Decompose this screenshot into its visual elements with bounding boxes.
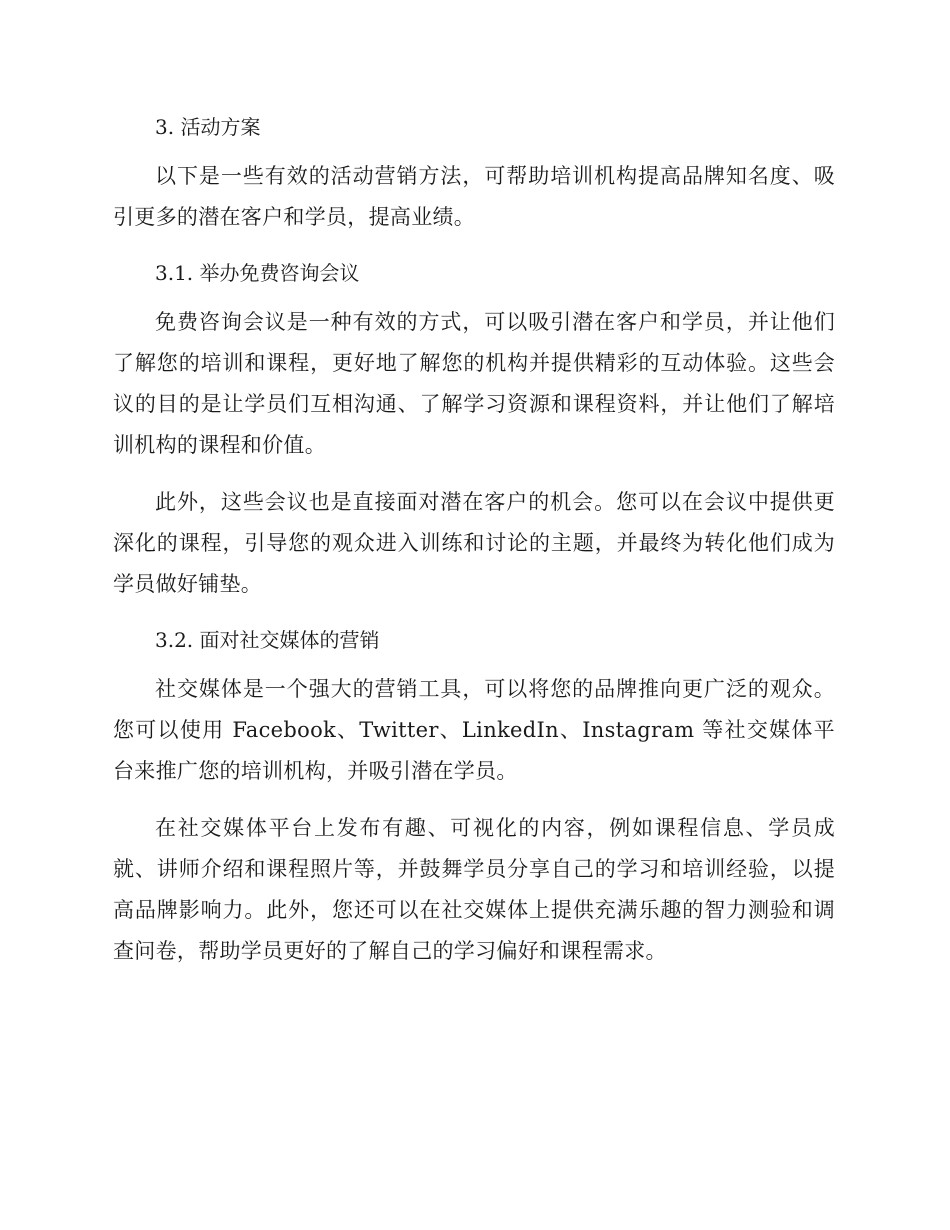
subsection-heading-social-media: 3.2. 面对社交媒体的营销 bbox=[155, 628, 380, 652]
section-intro-paragraph: 以下是一些有效的活动营销方法，可帮助培训机构提高品牌知名度、吸引更多的潜在客户和学员，提高业绩。 bbox=[113, 164, 835, 229]
section-heading: 3. 活动方案 bbox=[155, 115, 261, 139]
document-content bbox=[113, 108, 835, 988]
paragraph-free-consultation-1: 免费咨询会议是一种有效的方式，可以吸引潜在客户和学员，并让他们了解您的培训和课程，更好地了解您的机构并提供精彩的互动体验。这些会议的目的是让学员们互相沟通、了解学习资源和课程资料，并让他们了解培训机构的课程和价值。 bbox=[113, 310, 835, 457]
paragraph-social-media-1: 社交媒体是一个强大的营销工具，可以将您的品牌推向更广泛的观众。您可以使用 Facebook、Twitter、LinkedIn、Instagram 等社交媒体平台来推广您的培训机构，并吸引潜在学员。 bbox=[113, 677, 835, 783]
paragraph-free-consultation-2: 此外，这些会议也是直接面对潜在客户的机会。您可以在会议中提供更深化的课程，引导您的观众进入训练和讨论的主题，并最终为转化他们成为学员做好铺垫。 bbox=[113, 490, 835, 596]
paragraph-social-media-2: 在社交媒体平台上发布有趣、可视化的内容，例如课程信息、学员成就、讲师介绍和课程照片等，并鼓舞学员分享自己的学习和培训经验，以提高品牌影响力。此外，您还可以在社交媒体上提供充满乐趣的智力测验和调查问卷，帮助学员更好的了解自己的学习偏好和课程需求。 bbox=[113, 816, 835, 963]
subsection-heading-free-consultation: 3.1. 举办免费咨询会议 bbox=[155, 261, 360, 285]
